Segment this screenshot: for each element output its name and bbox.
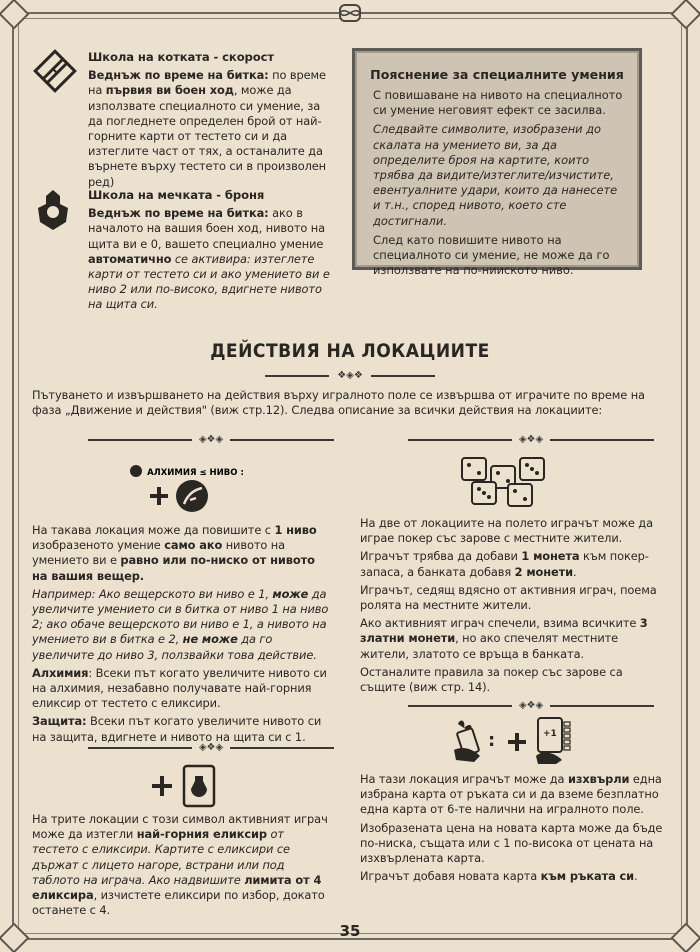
bear-school-block: [88, 188, 334, 316]
alchemy-text: На такава локация може да повишите с: [32, 523, 275, 537]
alchemy-bold: 1 ниво: [274, 523, 317, 537]
elixir-text: от тестето с еликсири. Картите с еликсири се държат с лицето нагоре, встрани или под таблото на играча. Ако надвишите: [32, 827, 290, 887]
bear-school-icon: [30, 186, 76, 234]
plus-elixir-card-icon: [148, 764, 218, 808]
section-intro: Пътуването и извършването на действия върху игралното поле се извършва от играчите по време на фаза „Движение и действия" (виж стр.12). Следва описание за всички действия на локациите:: [32, 388, 645, 418]
poker-text: Играчът трябва да добави: [360, 549, 522, 564]
alchemy-bold: може: [272, 586, 309, 601]
cat-school-block: [88, 50, 334, 193]
alchemy-text: да увеличите умението си в битка от ниво 1 на ниво 2; ако обаче вещерското ви ниво е 1, а нивото на умението ви в битка е 2,: [32, 586, 329, 647]
alchemy-text: нивото на умението ви е: [32, 538, 285, 568]
discard-paragraph: Изобразената цена на новата карта може да бъде по-ниска, същата или с 1 по-висока от цената на изхвърлената карта.: [360, 820, 663, 866]
poker-bold: 3 златни монети: [360, 616, 648, 646]
poker-text: .: [573, 564, 577, 579]
celtic-knot-icon: [330, 2, 370, 24]
alchemy-text: изобразеното умение: [32, 538, 165, 553]
elixir-block: [32, 812, 332, 921]
alchemy-bold: Защита:: [32, 714, 87, 729]
bear-school-text: ако в началото на вашия боен ход, нивото на щита ви е 0, вашето специално умение: [88, 206, 326, 251]
alchemy-label-row: [130, 460, 244, 479]
elixir-text: На трите локации с този символ активният играч може да изтегли: [32, 812, 328, 842]
note-paragraph: С повишаване на нивото на специалното си умение неговият ефект се засилва.: [373, 88, 623, 118]
elixir-text: , изчистете еликсири по избор, докато останете с 4.: [32, 888, 325, 918]
poker-paragraph: Играчът, седящ вдясно от активния играч, поема ролята на местните жители.: [360, 582, 657, 613]
alchemy-text: Например: Ако вещерското ви ниво е 1,: [32, 586, 273, 601]
poker-bold: 1 монета: [521, 549, 580, 564]
discard-text: Играчът добавя новата карта: [360, 869, 541, 884]
column-divider: ◈❖◈: [88, 742, 334, 754]
alchemy-bold: Алхимия: [32, 665, 89, 680]
alchemy-text: да го увеличите до ниво 3, ползвайки това действие.: [32, 632, 317, 662]
discard-bold: към ръката си: [540, 869, 635, 884]
alchemy-small-icon: [130, 465, 142, 477]
page-number: 35: [339, 922, 361, 940]
discard-text: .: [634, 869, 638, 884]
elixir-bold: лимита от 4 еликсира: [32, 872, 322, 903]
discard-card-icon: [450, 716, 578, 766]
discard-block: [360, 772, 664, 887]
cat-school-bold: първия ви боен ход: [105, 83, 234, 98]
alchemy-block: [32, 523, 332, 748]
column-divider: ◈❖◈: [408, 434, 654, 446]
alchemy-text: : Всеки път когато увеличите нивото си на алхимия, незабавно получавате най-горния еликсир от тестето с еликсири.: [32, 665, 327, 711]
cat-school-text: по време на: [88, 68, 326, 98]
bear-school-title: Школа на мечката - броня: [88, 188, 265, 202]
alchemy-bold: равно или по-ниско от нивото на вашия вещер.: [32, 553, 315, 583]
note-title: Пояснение за специалните умения: [370, 67, 624, 82]
alchemy-text: Всеки път когато увеличите нивото си на защита, вдигнете и нивото на щита си с 1.: [32, 714, 322, 744]
svg-text::: :: [488, 730, 496, 751]
poker-block: [360, 516, 664, 698]
plus-one-cost-label: +1: [543, 729, 557, 739]
column-divider: ◈❖◈: [88, 434, 334, 446]
poker-text: Ако активният играч спечели, взима всичките: [360, 616, 640, 631]
cat-school-lead: Веднъж по време на битка:: [88, 68, 269, 83]
alchemy-bold: само ако: [164, 538, 223, 553]
section-title: ДЕЙСТВИЯ НА ЛОКАЦИИТЕ: [210, 340, 490, 362]
discard-bold: изхвърли: [567, 772, 630, 786]
discard-text: На тази локация играчът може да: [360, 772, 568, 786]
alchemy-level-label: АЛХИМИЯ ≤ НИВО :: [147, 468, 244, 478]
dice-poker-icon: [458, 454, 550, 510]
poker-text: към покер-запаса, а банката добавя: [360, 549, 649, 579]
poker-paragraph: Останалите правила за покер със зарове са същите (виж стр. 14).: [360, 664, 623, 695]
poker-bold: 2 монети: [514, 564, 574, 579]
discard-text: една избрана карта от ръката си и да вземе безплатно една карта от 6-те налични на игралното поле.: [360, 772, 662, 817]
bear-school-bold: автоматично: [88, 251, 172, 266]
note-paragraph: След като повишите нивото на специалното си умение, не може да го използвате на по-нииското ниво.: [373, 232, 610, 278]
note-paragraph: Следвайте символите, изобразени до скалата на умението ви, за да определите броя на картите, които трябва да видите/изтеглите/изчистите, евентуалните удари, които да нанесете и т.н., според нивото, което сте достигнали.: [373, 122, 618, 228]
bear-school-text: се активира: изтеглете карти от тестето си и ако умението ви е ниво 2 или по-високо, вдигнете нивото на щита си.: [88, 251, 330, 312]
bear-school-lead: Веднъж по време на битка:: [88, 206, 269, 221]
cat-school-icon: [32, 48, 78, 94]
elixir-bold: най-горния еликсир: [136, 827, 267, 842]
cat-school-text: , може да използвате специалното си умение, за да погледнете определен брой от най-горните карти от тестето си и да изтеглите част от тях, а останалите да върнете върху тестето си в произволен ред): [88, 83, 327, 189]
cat-school-title: Школа на котката - скорост: [88, 50, 275, 64]
special-skills-note: [352, 48, 642, 278]
section-divider: ❖◈❖: [265, 370, 435, 382]
poker-text: , но ако спечелят местните жители, златото се връща в банката.: [360, 631, 619, 661]
column-divider: ◈❖◈: [408, 700, 654, 712]
poker-paragraph: На две от локациите на полето играчът може да играе покер със зарове с местните жители.: [360, 516, 653, 546]
alchemy-bold: не може: [182, 632, 238, 647]
plus-alchemy-icon: [146, 478, 210, 514]
